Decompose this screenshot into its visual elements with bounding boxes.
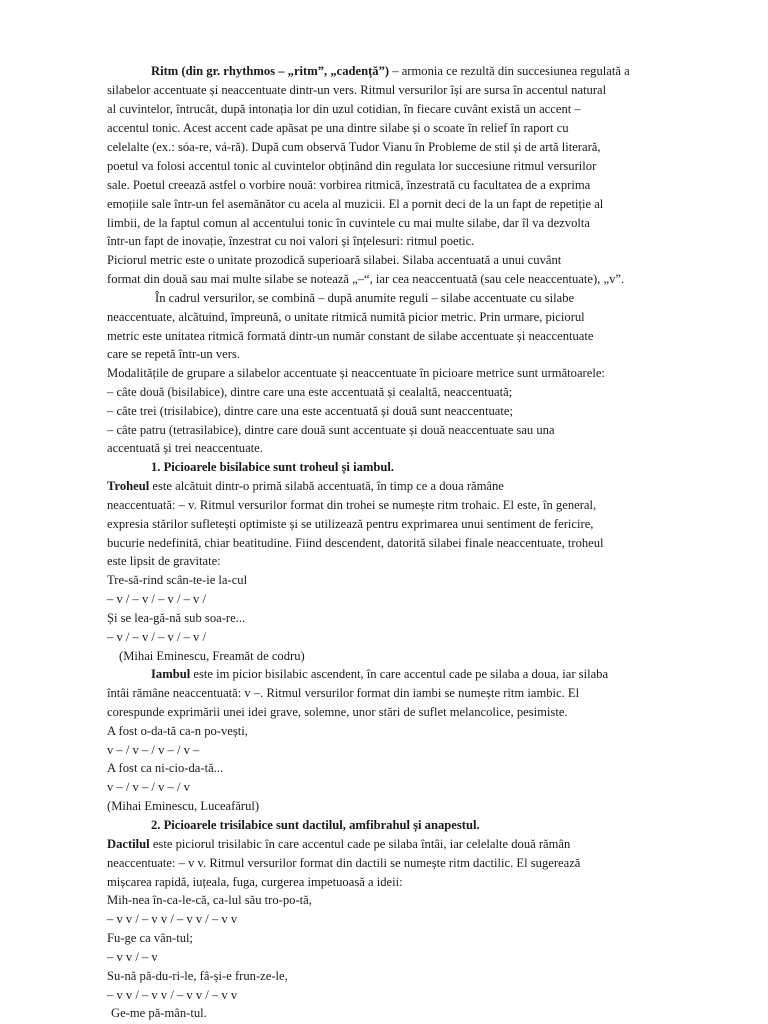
text-line	[107, 234, 474, 249]
text-line	[151, 460, 394, 475]
text-line	[107, 102, 581, 117]
text-line	[107, 743, 199, 758]
text-segment: Fu-ge ca vân-tul;	[107, 931, 194, 945]
bold-text-segment: Ritm (din gr. rhythmos – „ritm”, „cadență”)	[151, 64, 390, 78]
text-line	[107, 799, 259, 814]
text-line	[107, 837, 570, 852]
text-line	[107, 630, 206, 645]
text-segment: al cuvintelor, întrucât, după intonația lor din uzul cotidian, în fiecare cuvânt există un accent –	[107, 102, 581, 116]
bold-text-segment: 2. Picioarele trisilabice sunt dactilul, amfibrahul și anapestul.	[151, 818, 480, 832]
text-segment: limbii, de la faptul comun al accentului tonic în cuvintele cu mai multe silabe, dar îl va dezvolta	[107, 216, 590, 230]
text-segment: Și se lea-gă-nă sub soa-re...	[107, 611, 246, 625]
text-line	[107, 272, 624, 287]
text-line	[107, 178, 590, 193]
text-segment: întâi rămâne neaccentuată: v –. Ritmul versurilor format din iambi se numește ritm iambic. El	[107, 686, 580, 700]
text-line	[155, 291, 574, 306]
text-segment: accentuată și trei neaccentuate.	[107, 441, 263, 455]
text-line	[107, 140, 601, 155]
text-segment: este lipsit de gravitate:	[107, 554, 221, 568]
text-line	[107, 121, 569, 136]
text-segment: corespunde exprimării unei idei grave, solemne, unor stări de suflet melancolice, pesimiste.	[107, 705, 568, 719]
bold-text-segment: Dactilul	[107, 837, 150, 851]
text-segment: este im picior bisilabic ascendent, în care accentul cade pe silaba a doua, iar silaba	[190, 667, 609, 681]
text-line	[107, 366, 605, 381]
text-line	[107, 592, 206, 607]
text-line	[151, 818, 480, 833]
text-line	[107, 536, 604, 551]
text-segment: (Mihai Eminescu, Luceafărul)	[107, 799, 260, 813]
text-segment: – armonia ce rezultă din succesiunea regulată a	[389, 64, 630, 78]
text-segment: într-un fapt de inovație, înzestrat cu noi valori și înțelesuri: ritmul poetic.	[107, 234, 475, 248]
bold-text-segment: Iambul	[151, 667, 191, 681]
text-line	[107, 216, 590, 231]
text-segment: Piciorul metric este o unitate prozodică superioară silabei. Silaba accentuată a unui cuvânt	[107, 253, 562, 267]
text-segment: format din două sau mai multe silabe se notează „–“, iar cea neaccentuată (sau cele neaccentuate), „v”.	[107, 272, 625, 286]
text-line	[107, 724, 248, 739]
text-line	[107, 554, 221, 569]
text-line	[107, 705, 568, 720]
text-segment: accentul tonic. Acest accent cade apăsat pe una dintre silabe și o scoate în relief în raport cu	[107, 121, 569, 135]
text-line	[107, 310, 585, 325]
text-segment: mișcarea rapidă, iuțeala, fuga, curgerea impetuoasă a ideii:	[107, 875, 403, 889]
text-line	[107, 761, 223, 776]
text-line	[107, 969, 288, 984]
text-segment: este alcătuit dintr-o primă silabă accentuată, în timp ce a doua rămâne	[149, 479, 504, 493]
text-segment: sale. Poetul creează astfel o vorbire nouă: vorbirea ritmică, înzestrată cu facultatea de a exprima	[107, 178, 591, 192]
text-line	[107, 404, 513, 419]
text-line	[111, 1006, 207, 1021]
text-line	[107, 780, 190, 795]
text-segment: bucurie nedefinită, chiar beatitudine. Fiind descendent, datorită silabei finale neaccentuate, troheul	[107, 536, 604, 550]
text-line	[107, 686, 579, 701]
text-line	[107, 912, 237, 927]
text-line	[107, 988, 237, 1003]
text-segment: Tre-să-rind scân-te-ie la-cul	[107, 573, 248, 587]
text-segment: care se repetă într-un vers.	[107, 347, 240, 361]
text-segment: – câte trei (trisilabice), dintre care una este accentuată și două sunt neaccentuate;	[107, 404, 513, 418]
text-segment: Su-nă pă-du-ri-le, fâ-și-e frun-ze-le,	[107, 969, 288, 983]
text-line	[107, 875, 403, 890]
text-line	[107, 385, 512, 400]
text-segment: este piciorul trisilabic în care accentul cade pe silaba întâi, iar celelalte două rămân	[149, 837, 571, 851]
text-line	[107, 479, 504, 494]
text-line	[151, 667, 608, 682]
text-segment: silabelor accentuate și neaccentuate dintr-un vers. Ritmul versurilor își are sursa în accentul natural	[107, 83, 607, 97]
text-segment: – v / – v / – v / – v /	[107, 630, 207, 644]
text-line	[107, 423, 555, 438]
text-line	[107, 441, 263, 456]
text-segment: v – / v – / v – / v	[107, 780, 190, 794]
text-segment: – v v / – v v / – v v / – v v	[107, 988, 238, 1002]
bold-text-segment: Troheul	[107, 479, 150, 493]
text-segment: (Mihai Eminescu, Freamăt de codru)	[119, 649, 305, 663]
text-line	[107, 253, 561, 268]
text-segment: neaccentuată: – v. Ritmul versurilor format din trohei se numește ritm trohaic. El este, în general,	[107, 498, 597, 512]
text-segment: În cadrul versurilor, se combină – după anumite reguli – silabe accentuate cu silabe	[155, 291, 575, 305]
text-segment: neaccentuate, alcătuind, împreună, o unitate ritmică numită picior metric. Prin urmare, piciorul	[107, 310, 585, 324]
text-segment: Mih-nea în-ca-le-că, ca-lul său tro-po-tă,	[107, 893, 312, 907]
text-segment: neaccentuate: – v v. Ritmul versurilor format din dactili se numește ritm dactilic. El sugerează	[107, 856, 581, 870]
text-segment: v – / v – / v – / v –	[107, 743, 200, 757]
text-line	[107, 498, 596, 513]
text-segment: Ge-me pă-mân-tul.	[111, 1006, 207, 1020]
text-line	[107, 931, 193, 946]
text-line	[107, 197, 603, 212]
text-line	[107, 573, 247, 588]
text-line	[107, 347, 240, 362]
text-line	[119, 649, 305, 664]
text-segment: – v v / – v	[107, 950, 158, 964]
bold-text-segment: 1. Picioarele bisilabice sunt troheul și iambul.	[151, 460, 395, 474]
text-segment: – câte patru (tetrasilabice), dintre care două sunt accentuate și două neaccentuate sau una	[107, 423, 555, 437]
text-segment: celelalte (ex.: sóa-re, vá-ră). După cum observă Tudor Vianu în Probleme de stil și de artă literară,	[107, 140, 601, 154]
text-line	[151, 64, 630, 79]
text-line	[107, 517, 593, 532]
text-segment: – câte două (bisilabice), dintre care una este accentuată și cealaltă, neaccentuată;	[107, 385, 513, 399]
text-segment: emoțiile sale într-un fel asemănător cu acela al muzicii. El a pornit deci de la un fapt de repetiție al	[107, 197, 604, 211]
text-line	[107, 856, 580, 871]
text-segment: A fost ca ni-cio-da-tă...	[107, 761, 224, 775]
text-segment: expresia stărilor sufletești optimiste și se utilizează pentru exprimarea unui sentiment de fericire,	[107, 517, 594, 531]
text-line	[107, 950, 158, 965]
text-segment: metric este unitatea ritmică formată dintr-un număr constant de silabe accentuate și neaccentuate	[107, 329, 594, 343]
text-line	[107, 83, 606, 98]
text-line	[107, 159, 596, 174]
text-line	[107, 611, 245, 626]
text-line	[107, 329, 593, 344]
text-line	[107, 893, 312, 908]
text-segment: A fost o-da-tă ca-n po-vești,	[107, 724, 248, 738]
text-segment: poetul va folosi accentul tonic al cuvintelor obținând din regulata lor succesiune ritmul versurilor	[107, 159, 597, 173]
text-segment: Modalitățile de grupare a silabelor accentuate și neaccentuate în picioare metrice sunt următoarele:	[107, 366, 605, 380]
text-segment: – v / – v / – v / – v /	[107, 592, 207, 606]
text-segment: – v v / – v v / – v v / – v v	[107, 912, 238, 926]
